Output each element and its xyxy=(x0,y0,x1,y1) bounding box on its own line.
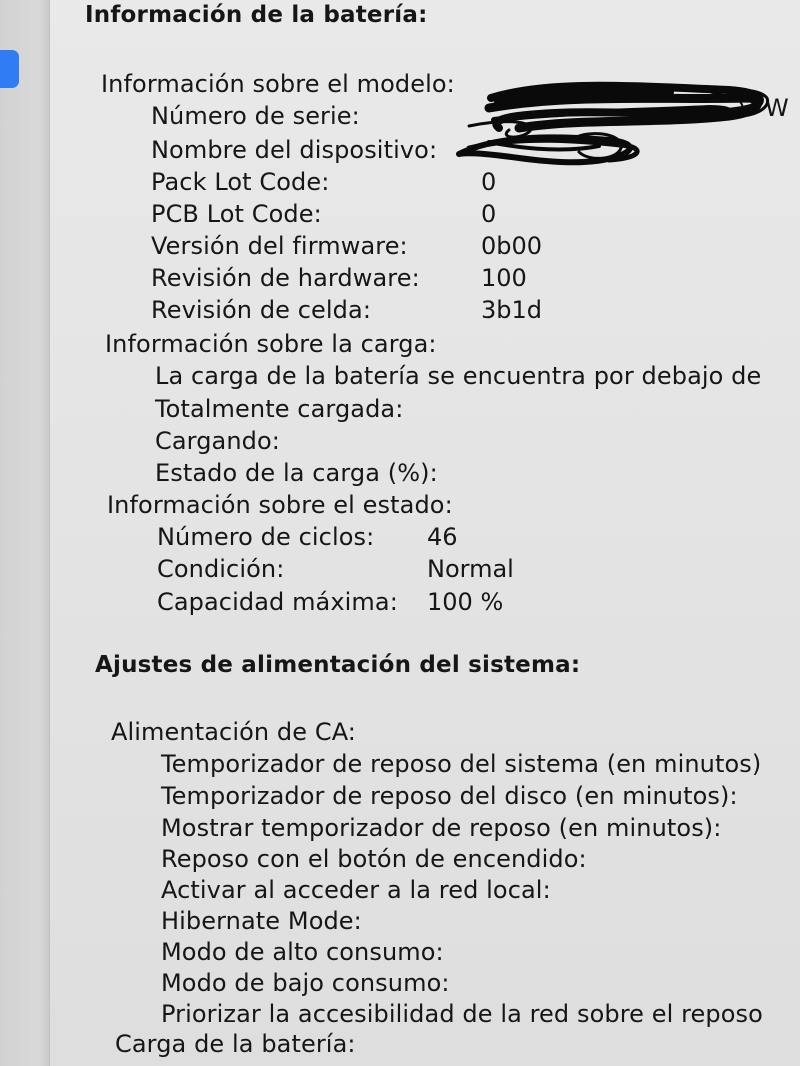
cell-revision-label: Revisión de celda: xyxy=(151,296,372,324)
health-info-header: Información sobre el estado: xyxy=(107,491,453,519)
hibernate-mode-label: Hibernate Mode: xyxy=(161,907,362,935)
device-name-label: Nombre del dispositivo: xyxy=(151,136,438,164)
pcb-lot-code-value: 0 xyxy=(481,200,497,228)
power-button-sleep-label: Reposo con el botón de encendido: xyxy=(161,845,587,873)
serial-number-label: Número de serie: xyxy=(151,102,360,130)
max-capacity-label: Capacidad máxima: xyxy=(157,588,398,616)
disk-sleep-timer-label: Temporizador de reposo del disco (en minutos): xyxy=(161,782,738,810)
low-power-mode-label: Modo de bajo consumo: xyxy=(161,969,450,997)
condition-label: Condición: xyxy=(157,555,285,583)
model-info-header: Información sobre el modelo: xyxy=(101,70,455,98)
sidebar-selected-item[interactable] xyxy=(0,50,19,88)
pack-lot-code-value: 0 xyxy=(481,168,497,196)
sidebar xyxy=(0,0,50,1066)
firmware-version-value: 0b00 xyxy=(481,232,543,260)
charging-label: Cargando: xyxy=(155,427,280,455)
system-sleep-timer-label: Temporizador de reposo del sistema (en minutos) xyxy=(161,750,762,778)
charge-state-label: Estado de la carga (%): xyxy=(155,459,438,487)
hardware-revision-label: Revisión de hardware: xyxy=(151,264,420,292)
cycle-count-label: Número de ciclos: xyxy=(157,523,375,551)
fully-charged-label: Totalmente cargada: xyxy=(155,395,404,423)
cycle-count-value: 46 xyxy=(427,523,458,551)
wake-on-lan-label: Activar al acceder a la red local: xyxy=(161,876,551,904)
serial-number-value: W xyxy=(765,94,789,122)
network-priority-label: Priorizar la accesibilidad de la red sobre el reposo xyxy=(161,1000,763,1028)
pack-lot-code-label: Pack Lot Code: xyxy=(151,168,330,196)
high-power-mode-label: Modo de alto consumo: xyxy=(161,938,444,966)
display-sleep-timer-label: Mostrar temporizador de reposo (en minutos): xyxy=(161,814,722,842)
hardware-revision-value: 100 xyxy=(481,264,527,292)
max-capacity-value: 100 % xyxy=(427,588,504,616)
battery-power-header: Carga de la batería: xyxy=(115,1030,356,1058)
system-report-content xyxy=(49,0,800,1066)
power-section-title: Ajustes de alimentación del sistema: xyxy=(95,652,581,678)
pcb-lot-code-label: PCB Lot Code: xyxy=(151,200,322,228)
redaction-scribble-icon xyxy=(429,78,774,178)
ac-power-header: Alimentación de CA: xyxy=(111,718,356,746)
condition-value: Normal xyxy=(427,555,514,583)
charge-info-header: Información sobre la carga: xyxy=(105,330,437,358)
charge-below-label: La carga de la batería se encuentra por debajo de xyxy=(155,362,762,390)
cell-revision-value: 3b1d xyxy=(481,296,543,324)
battery-section-title: Información de la batería: xyxy=(85,2,428,28)
firmware-version-label: Versión del firmware: xyxy=(151,232,408,260)
